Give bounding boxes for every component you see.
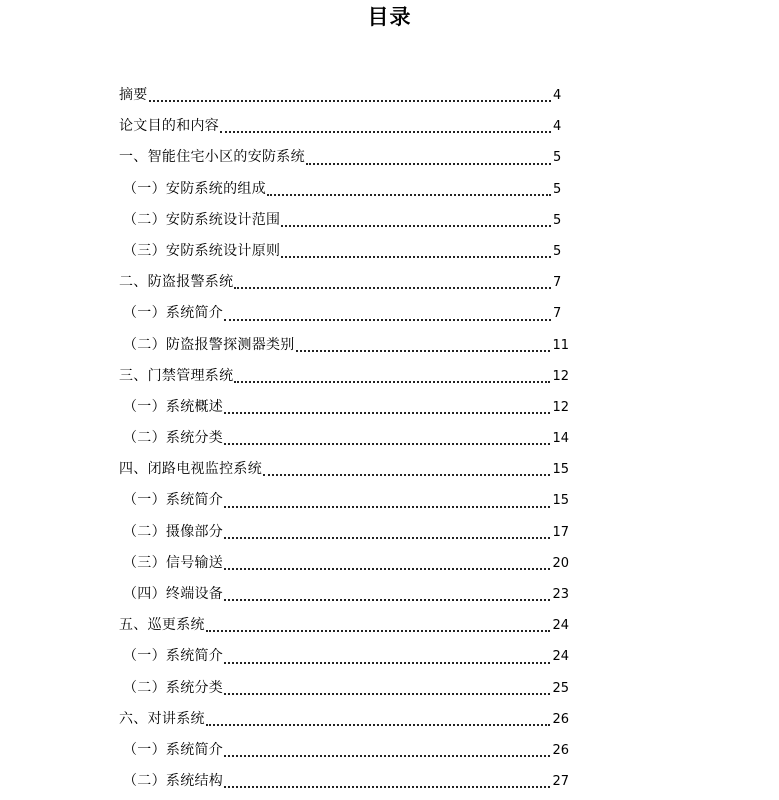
toc-entry-page-number: 15 <box>552 462 569 478</box>
toc-entry-page-number: 5 <box>553 181 562 197</box>
toc-entry-page-number: 23 <box>552 587 569 602</box>
toc-dot-leader <box>224 662 550 664</box>
toc-entry-page-number: 26 <box>552 711 569 727</box>
toc-entry-page-number: 5 <box>553 150 562 166</box>
toc-entry-label: （二）系统分类 <box>123 679 224 696</box>
toc-entry-label: 一、智能住宅小区的安防系统 <box>119 149 305 166</box>
toc-entry-page-number: 25 <box>552 680 569 696</box>
toc-entry[interactable] <box>119 83 569 114</box>
toc-dot-leader <box>149 100 551 102</box>
toc-entry-page-number: 5 <box>553 212 562 228</box>
toc-entry-label: （一）系统概述 <box>123 398 224 415</box>
toc-entry[interactable] <box>119 145 569 176</box>
toc-entry[interactable] <box>119 644 569 675</box>
toc-entry-label: （三）信号输送 <box>123 554 224 571</box>
toc-entry[interactable] <box>119 177 569 208</box>
toc-entry[interactable] <box>119 738 569 769</box>
toc-entry-label: 二、防盗报警系统 <box>119 274 234 291</box>
toc-entry-label: （一）系统简介 <box>123 741 224 758</box>
toc-entry-page-number: 4 <box>553 119 562 135</box>
toc-dot-leader <box>224 506 550 508</box>
toc-entry[interactable] <box>119 270 569 301</box>
toc-entry[interactable] <box>119 488 569 519</box>
toc-dot-leader <box>263 474 550 476</box>
toc-dot-leader <box>224 412 550 414</box>
toc-entry-label: （二）系统结构 <box>123 773 224 790</box>
toc-entry[interactable] <box>119 333 569 364</box>
toc-dot-leader <box>267 194 551 196</box>
toc-entry-page-number: 24 <box>552 649 569 665</box>
toc-entry-page-number: 24 <box>552 618 569 634</box>
toc-entry-page-number: 20 <box>552 555 569 571</box>
toc-entry[interactable] <box>119 769 569 800</box>
toc-dot-leader <box>281 256 551 258</box>
toc-entry[interactable] <box>119 114 569 145</box>
toc-entry-label: 五、巡更系统 <box>119 617 205 634</box>
toc-dot-leader <box>224 443 550 445</box>
toc-entry[interactable] <box>119 208 569 239</box>
toc-entry-label: （二）安防系统设计范围 <box>123 211 281 228</box>
toc-entry-page-number: 7 <box>553 306 562 322</box>
toc-entry-label: （一）安防系统的组成 <box>123 180 266 197</box>
toc-dot-leader <box>224 693 550 695</box>
toc-entry-label: 摘要 <box>119 87 148 103</box>
toc-entry-page-number: 26 <box>552 742 569 758</box>
toc-entry-page-number: 15 <box>552 493 569 509</box>
toc-dot-leader <box>206 724 551 726</box>
toc-dot-leader <box>224 599 550 601</box>
toc-entry[interactable] <box>119 613 569 644</box>
toc-entry-label: （四）终端设备 <box>123 586 224 602</box>
toc-entry[interactable] <box>119 364 569 395</box>
toc-entry-page-number: 12 <box>552 399 569 415</box>
toc-entry[interactable] <box>119 676 569 707</box>
toc-entry-label: （三）安防系统设计原则 <box>123 242 281 259</box>
toc-entry[interactable] <box>119 707 569 738</box>
toc-dot-leader <box>206 630 551 632</box>
toc-entry-page-number: 17 <box>552 524 569 540</box>
toc-entry-label: （一）系统简介 <box>123 305 224 322</box>
toc-entry-page-number: 14 <box>552 431 569 447</box>
toc-entry[interactable] <box>119 551 569 582</box>
toc-dot-leader <box>224 755 550 757</box>
toc-dot-leader <box>234 287 551 289</box>
toc-entry[interactable] <box>119 457 569 488</box>
toc-entry-label: （一）系统简介 <box>123 492 224 509</box>
toc-entry-page-number: 12 <box>552 368 569 384</box>
toc-entry[interactable] <box>119 426 569 457</box>
toc-entry-label: 论文目的和内容 <box>119 118 220 135</box>
toc-dot-leader <box>224 568 550 570</box>
toc-entry-page-number: 27 <box>552 774 569 790</box>
toc-entry[interactable] <box>119 520 569 551</box>
toc-dot-leader <box>234 381 550 383</box>
toc-dot-leader <box>224 786 550 788</box>
toc-dot-leader <box>224 537 550 539</box>
toc-entry-label: （二）摄像部分 <box>123 523 224 540</box>
toc-entry-label: （二）系统分类 <box>123 430 224 447</box>
toc-entry[interactable] <box>119 239 569 270</box>
toc-entry-label: 三、门禁管理系统 <box>119 367 234 384</box>
toc-dot-leader <box>224 319 551 321</box>
toc-dot-leader <box>306 163 551 165</box>
toc-entry-page-number: 7 <box>553 275 562 291</box>
toc-entry-label: （一）系统简介 <box>123 648 224 665</box>
toc-entry[interactable] <box>119 582 569 613</box>
toc-dot-leader <box>281 225 551 227</box>
toc-entry[interactable] <box>119 395 569 426</box>
toc-entry-page-number: 4 <box>553 88 562 103</box>
toc-title: 目录 <box>367 5 412 29</box>
toc-entry-page-number: 11 <box>552 337 569 353</box>
toc-entry-label: 六、对讲系统 <box>119 710 205 727</box>
toc-entry-label: 四、闭路电视监控系统 <box>119 461 262 478</box>
toc-entry[interactable] <box>119 301 569 332</box>
toc-list <box>119 83 569 800</box>
toc-entry-label: （二）防盗报警探测器类别 <box>123 336 295 353</box>
toc-dot-leader <box>220 131 551 133</box>
toc-entry-page-number: 5 <box>553 243 562 259</box>
toc-dot-leader <box>296 350 551 352</box>
